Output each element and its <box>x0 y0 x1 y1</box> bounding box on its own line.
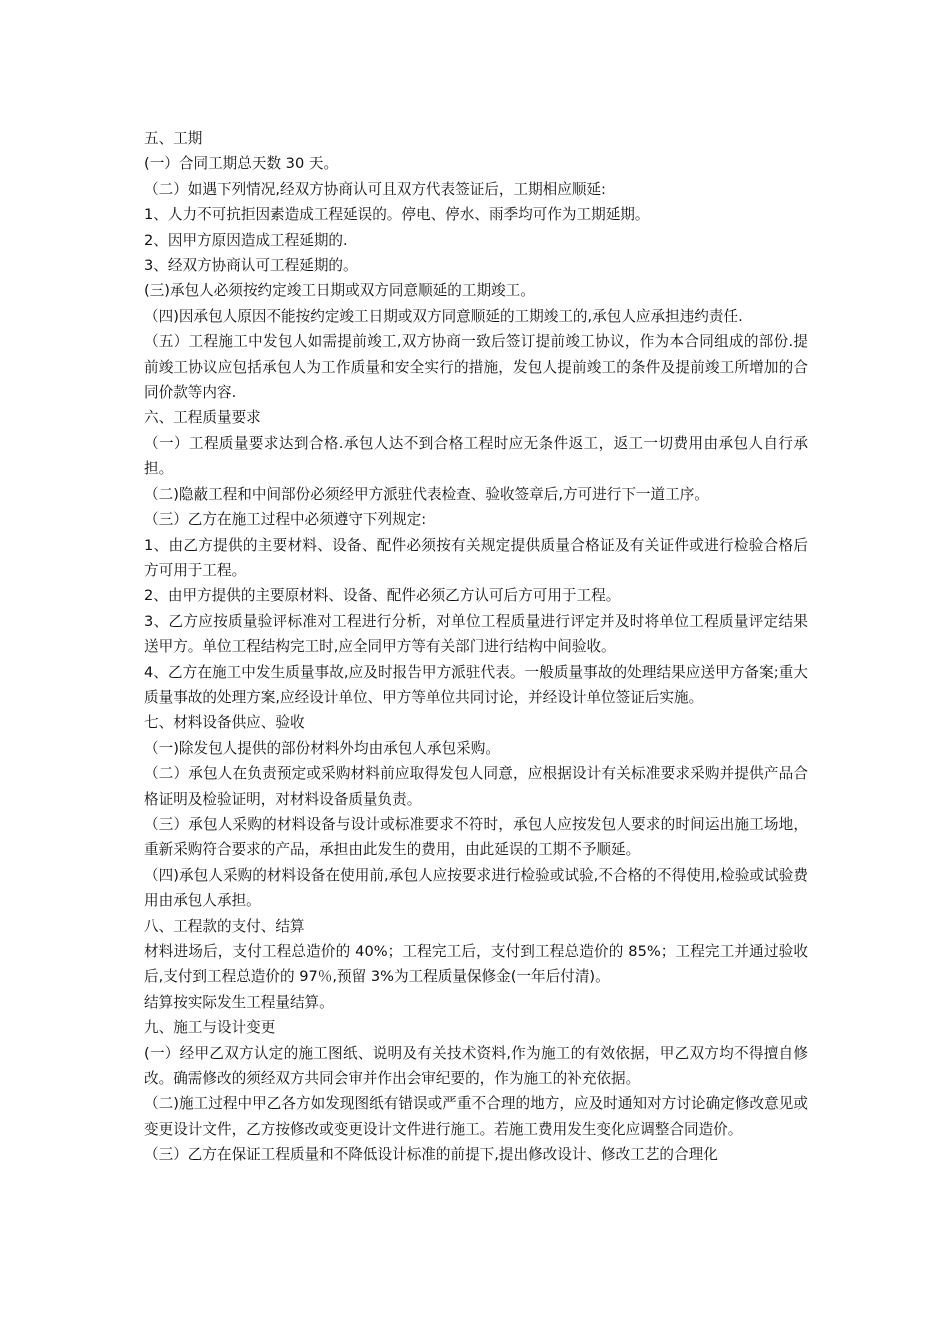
paragraph: 结算按实际发生工程量结算。 <box>144 993 334 1011</box>
section-heading-schedule: 五、工期 <box>144 130 203 147</box>
paragraph: 2、由甲方提供的主要原材料、设备、配件必须乙方认可后方可用于工程。 <box>144 587 621 605</box>
paragraph: 2、因甲方原因造成工程延期的. <box>144 231 348 249</box>
paragraph: （一)除发包人提供的部份材料外均由承包人承包采购。 <box>144 739 500 757</box>
paragraph: (一）合同工期总天数 30 天。 <box>144 155 339 173</box>
paragraph: （二)隐蔽工程和中间部份必须经甲方派驻代表检查、验收签章后,方可进行下一道工序。 <box>144 485 709 503</box>
paragraph: （四)承包人采购的材料设备在使用前,承包人应按要求进行检验或试验,不合格的不得使用,检验或试验费用由承包人承担。 <box>144 866 808 910</box>
section-heading-quality: 六、工程质量要求 <box>144 409 261 427</box>
paragraph: （二）如遇下列情况,经双方协商认可且双方代表签证后，工期相应顺延: <box>144 180 606 198</box>
paragraph: （二)施工过程中甲乙各方如发现图纸有错误或严重不合理的地方，应及时通知对方讨论确定修改意见或变更设计文件，乙方按修改或变更设计文件进行施工。若施工费用发生变化应调整合同造价。 <box>144 1095 808 1138</box>
paragraph: 材料进场后，支付工程总造价的 40%；工程完工后，支付到工程总造价的 85%；工程完工并通过验收后,支付到工程总造价的 97％,预留 3%为工程质量保修金(一年后付清)。 <box>144 943 808 986</box>
paragraph: （三）乙方在施工过程中必须遵守下列规定: <box>144 511 427 529</box>
paragraph: (三)承包人必须按约定竣工日期或双方同意顺延的工期竣工。 <box>144 282 535 300</box>
paragraph: 1、人力不可抗拒因素造成工程延误的。停电、停水、雨季均可作为工期延期。 <box>144 206 650 224</box>
paragraph: （四)因承包人原因不能按约定竣工日期或双方同意顺延的工期竣工的,承包人应承担违约责任. <box>144 307 743 325</box>
paragraph: （一）工程质量要求达到合格.承包人达不到合格工程时应无条件返工，返工一切费用由承包人自行承担。 <box>144 434 808 478</box>
paragraph: 1、由乙方提供的主要材料、设备、配件必须按有关规定提供质量合格证及有关证件或进行检验合格后方可用于工程。 <box>144 536 808 579</box>
paragraph: 3、经双方协商认可工程延期的。 <box>144 257 358 275</box>
section-heading-materials: 七、材料设备供应、验收 <box>144 714 305 732</box>
section-heading-design-change: 九、施工与设计变更 <box>144 1019 276 1037</box>
paragraph: （三）乙方在保证工程质量和不降低设计标准的前提下,提出修改设计、修改工艺的合理化 <box>144 1146 718 1164</box>
document-page <box>144 126 808 1168</box>
paragraph: （三）承包人采购的材料设备与设计或标准要求不符时，承包人应按发包人要求的时间运出施工场地，重新采购符合要求的产品，承担由此发生的费用，由此延误的工期不予顺延。 <box>144 815 808 859</box>
paragraph: （二）承包人在负责预定或采购材料前应取得发包人同意，应根据设计有关标准要求采购并提供产品合格证明及检验证明，对材料设备质量负责。 <box>144 765 808 808</box>
paragraph: 3、乙方应按质量验评标准对工程进行分析，对单位工程质量进行评定并及时将单位工程质量评定结果送甲方。单位工程结构完工时,应全同甲方等有关部门进行结构中间验收。 <box>144 612 808 656</box>
section-heading-payment: 八、工程款的支付、结算 <box>144 917 305 935</box>
paragraph: 4、乙方在施工中发生质量事故,应及时报告甲方派驻代表。一般质量事故的处理结果应送甲方备案;重大质量事故的处理方案,应经设计单位、甲方等单位共同讨论，并经设计单位签证后实施。 <box>144 663 808 706</box>
paragraph: (一）经甲乙双方认定的施工图纸、说明及有关技术资料,作为施工的有效依据，甲乙双方均不得擅自修改。确需修改的须经双方共同会审并作出会审纪要的，作为施工的补充依据。 <box>144 1044 808 1088</box>
paragraph: （五）工程施工中发包人如需提前竣工,双方协商一致后签订提前竣工协议，作为本合同组成的部份.提前竣工协议应包括承包人为工作质量和安全实行的措施，发包人提前竣工的条件及提前竣工所增加的合同价款等内容. <box>144 333 808 402</box>
